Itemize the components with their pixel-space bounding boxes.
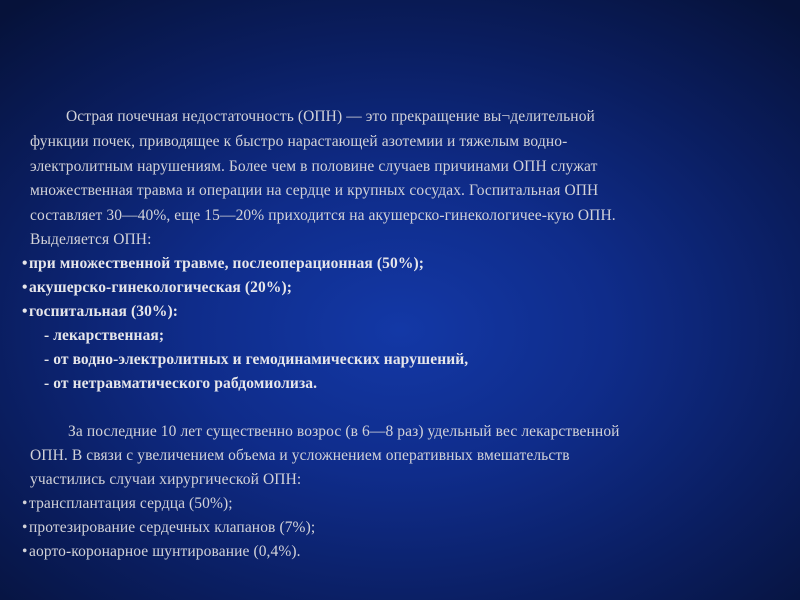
sublist1-item-3: - от нетравматического рабдомиолиза. <box>44 375 318 392</box>
bullet-icon: • <box>22 255 28 272</box>
paragraph2-line-1: За последние 10 лет существенно возрос (в 6—8 раз) удельный вес лекарственной <box>68 423 620 440</box>
paragraph1-line-5: составляет 30—40%, еще 15—20% приходится на акушерско-гинекологичее-кую ОПН. <box>30 207 616 224</box>
bullet-icon: • <box>22 543 28 560</box>
bullet-icon: • <box>22 303 28 320</box>
sublist1-item-2: - от водно-электролитных и гемодинамических нарушений, <box>44 351 469 368</box>
paragraph1-line-4: множественная травма и операции на сердце и крупных сосудах. Госпитальная ОПН <box>30 182 599 199</box>
list1-item-1 <box>22 253 424 275</box>
list2-item-1 <box>22 493 233 515</box>
list1-item-2-label: акушерско-гинекологическая (20%); <box>29 279 292 296</box>
list2-item-1-label: трансплантация сердца (50%); <box>29 495 233 512</box>
paragraph1-line-3: электролитным нарушениям. Более чем в половине случаев причинами ОПН служат <box>30 158 598 175</box>
list1-item-2 <box>22 277 292 299</box>
bullet-icon: • <box>22 279 28 296</box>
paragraph1-line-1: Острая почечная недостаточность (ОПН) — это прекращение вы¬делительной <box>66 108 595 125</box>
list2-item-2-label: протезирование сердечных клапанов (7%); <box>29 519 316 536</box>
paragraph1-line-2: функции почек, приводящее к быстро нарастающей азотемии и тяжелым водно- <box>30 133 568 150</box>
paragraph2-line-3: участились случаи хирургической ОПН: <box>30 471 302 488</box>
list1-item-3 <box>22 301 178 323</box>
sublist1-item-1: - лекарственная; <box>44 327 165 344</box>
list2-item-3-label: аорто-коронарное шунтирование (0,4%). <box>29 543 301 560</box>
list1-item-1-label: при множественной травме, послеоперационная (50%); <box>29 255 424 272</box>
paragraph2-line-2: ОПН. В связи с увеличением объема и усложнением оперативных вмешательств <box>30 447 570 464</box>
bullet-icon: • <box>22 519 28 536</box>
list1-item-3-label: госпитальная (30%): <box>29 303 179 320</box>
bullet-icon: • <box>22 495 28 512</box>
list2-item-2 <box>22 517 315 539</box>
list2-item-3 <box>22 541 301 563</box>
paragraph1-line-6: Выделяется ОПН: <box>30 231 152 248</box>
